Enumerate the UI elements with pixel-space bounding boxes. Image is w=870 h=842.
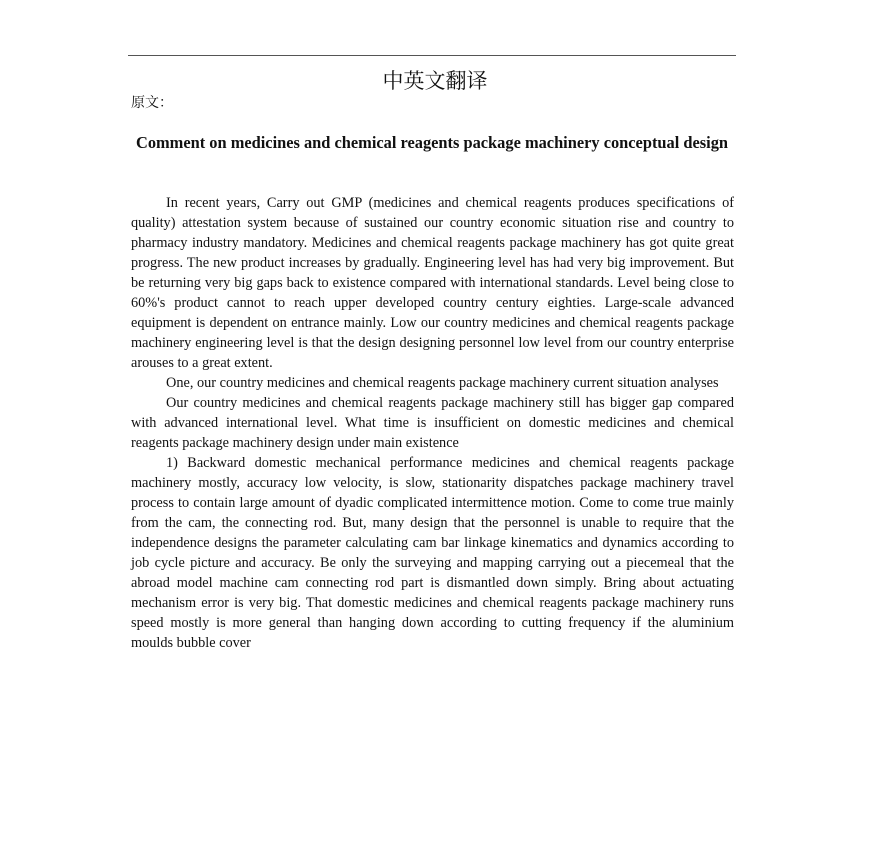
paragraph: One, our country medicines and chemical reagents package machinery current situation analyses: [166, 375, 719, 391]
section-label: 原文：: [131, 96, 173, 111]
paragraph: Our country medicines and chemical reagents package machinery still has bigger gap compared with advanced international level. What time is insufficient on domestic medicines and chemical reagents package machinery design under main existence: [131, 395, 734, 451]
header-rule: [128, 55, 736, 56]
paragraph: In recent years, Carry out GMP (medicines and chemical reagents produces specifications of quality) attestation system because of sustained our country economic situation rise and country to pharmacy industry mandatory. Medicines and chemical reagents package machinery has got quite great progress. The new product increases by gradually. Engineering level has had very big improvement. But be returning very big gaps back to existence compared with international standards. Level being close to 60%'s product cannot to reach upper developed country century eighties. Large-scale advanced equipment is dependent on entrance mainly. Low our country medicines and chemical reagents package machinery engineering level is that the design designing personnel low level from our country enterprise arouses to a great extent.: [131, 195, 734, 371]
document-heading: 中英文翻译: [382, 69, 488, 93]
paragraph: 1) Backward domestic mechanical performance medicines and chemical reagents package machinery mostly, accuracy low velocity, is slow, stationarity dispatches package machinery travel process to contain large amount of dyadic complicated intermittence motion. Come to come true mainly from the cam, the connecting rod. But, many design that the personnel is unable to require that the independence designs the parameter calculating cam bar linkage kinematics and dynamics according to job cycle picture and accuracy. Be only the surveying and mapping carrying out a piecemeal that the abroad model machine cam connecting rod part is dismantled down simply. Bring about actuating mechanism error is very big. That domestic medicines and chemical reagents package machinery runs speed mostly is more general than hanging down according to cutting frequency if the aluminium moulds bubble cover: [131, 455, 734, 651]
body-text: [131, 193, 734, 653]
article-title: Comment on medicines and chemical reagents package machinery conceptual design: [136, 133, 728, 152]
